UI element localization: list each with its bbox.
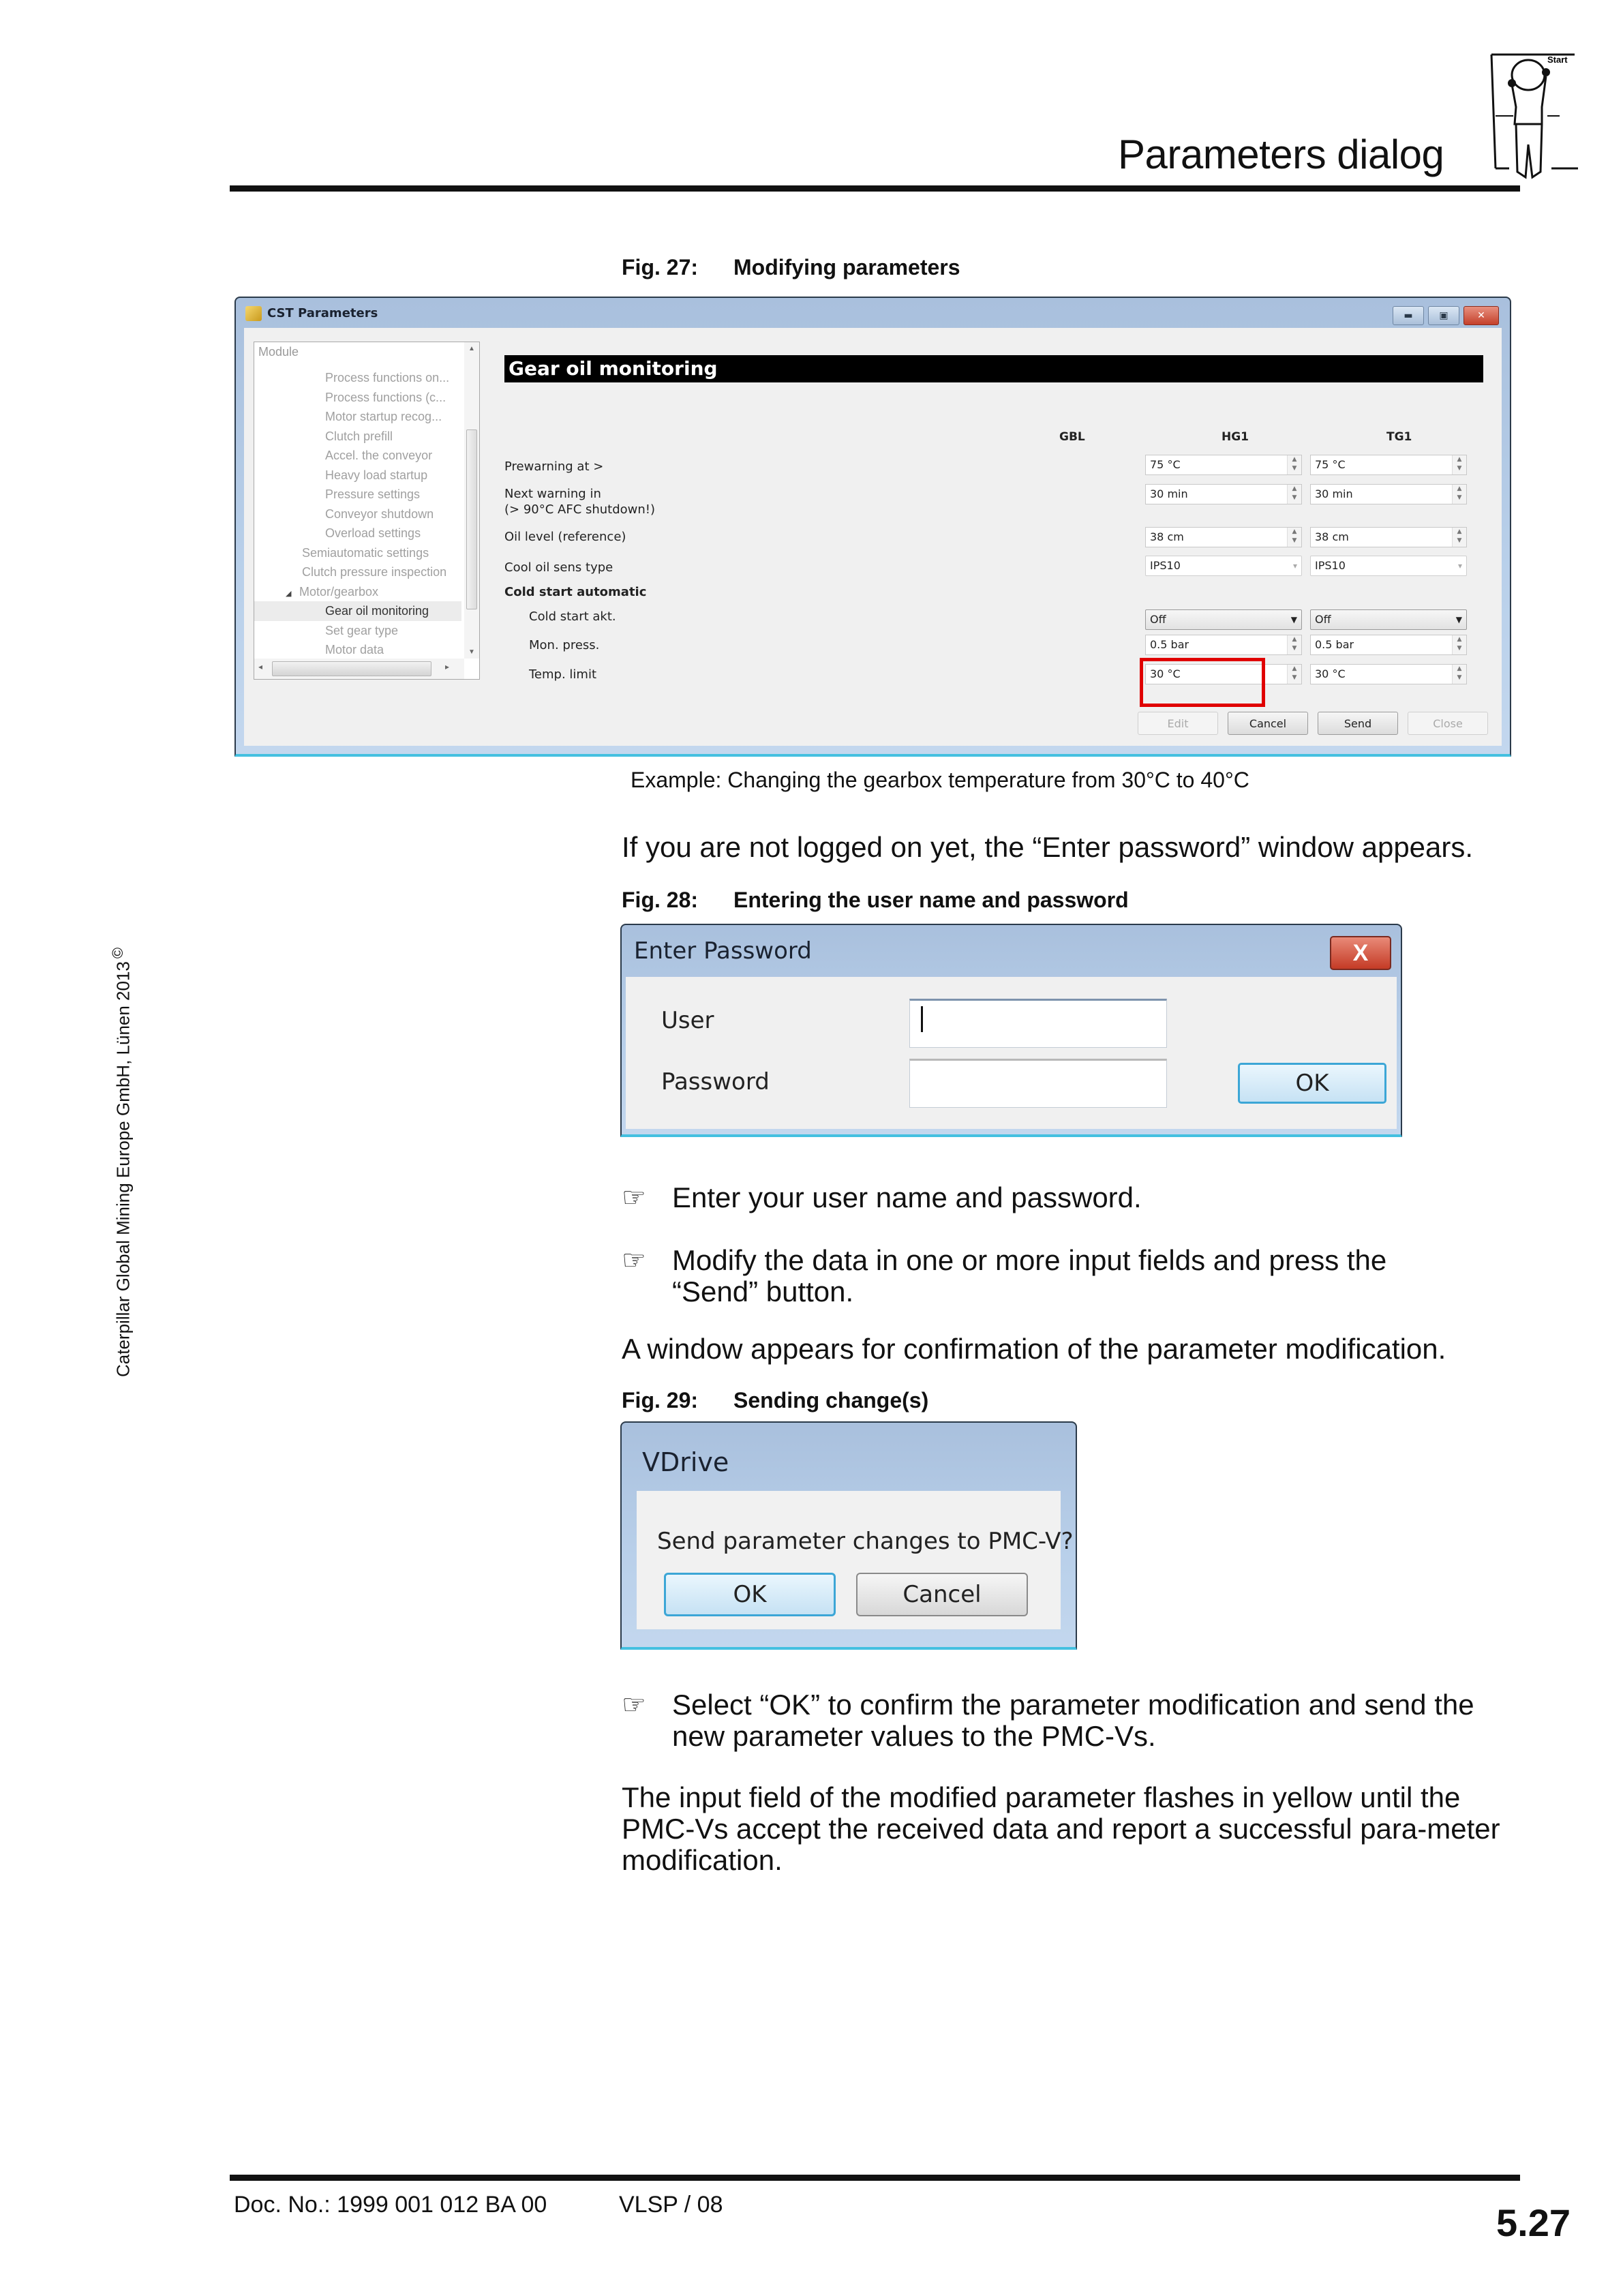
- expand-triangle-icon[interactable]: ◢: [286, 589, 292, 598]
- footer-rule: [230, 2175, 1520, 2181]
- dialog-title: Enter Password: [634, 937, 812, 965]
- pointing-hand-icon: ☞: [622, 1690, 646, 1720]
- tree-item[interactable]: Heavy load startup: [325, 468, 428, 482]
- paragraph: If you are not logged on yet, the “Enter password” window appears.: [622, 831, 1474, 863]
- param-label: Prewarning at >: [504, 459, 604, 474]
- text-caret: [921, 1006, 923, 1032]
- tg1-prewarning-input[interactable]: 75 °C ▲ ▼: [1310, 455, 1467, 475]
- fig29-caption: Fig. 29: Sending change(s): [622, 1388, 929, 1413]
- minimize-button[interactable]: ▬: [1393, 306, 1424, 325]
- ok-button[interactable]: OK: [664, 1573, 836, 1616]
- dialog-client-area: [637, 1491, 1074, 1629]
- app-icon: [245, 306, 262, 321]
- document-number: Doc. No.: 1999 001 012 BA 00: [234, 2192, 547, 2218]
- password-input[interactable]: [909, 1059, 1167, 1108]
- hg1-oil-level-input[interactable]: 38 cm ▲ ▼: [1145, 527, 1302, 547]
- tree-item[interactable]: Clutch pressure inspection: [302, 565, 447, 579]
- tree-header: Module: [258, 345, 299, 359]
- close-window-button[interactable]: Close: [1408, 712, 1488, 735]
- column-header-hg1: HG1: [1222, 430, 1249, 444]
- hg1-sens-type-select[interactable]: IPS10 ▾: [1145, 556, 1302, 576]
- ok-button[interactable]: OK: [1238, 1063, 1386, 1104]
- tg1-cold-start-select[interactable]: Off ▼: [1310, 609, 1467, 630]
- example-caption: Example: Changing the gearbox temperature from 30°C to 40°C: [631, 768, 1249, 792]
- tree-item-selected[interactable]: Gear oil monitoring: [254, 601, 461, 621]
- edit-button[interactable]: Edit: [1138, 712, 1218, 735]
- tg1-next-warning-input[interactable]: 30 min ▲ ▼: [1310, 484, 1467, 504]
- module-tree[interactable]: [254, 342, 480, 680]
- password-label: Password: [661, 1068, 770, 1096]
- tree-item[interactable]: Semiautomatic settings: [302, 545, 429, 560]
- tg1-mon-press-input[interactable]: 0.5 bar ▲ ▼: [1310, 635, 1467, 655]
- tree-horizontal-scrollbar[interactable]: [254, 659, 464, 679]
- paragraph: The input field of the modified parameter flashes in yellow until the PMC-Vs accept the received data and report a successful para-meter modification.: [622, 1781, 1500, 1876]
- fig28-caption: Fig. 28: Entering the user name and password: [622, 888, 1129, 912]
- person-start-button-icon: [1486, 49, 1581, 185]
- param-label: Mon. press.: [529, 638, 600, 652]
- spin-arrows-icon[interactable]: ▲ ▼: [1452, 528, 1466, 547]
- tree-item[interactable]: Overload settings: [325, 526, 421, 540]
- cancel-button[interactable]: Cancel: [1228, 712, 1308, 735]
- instruction-step: ☞ Enter your user name and password.: [622, 1181, 1142, 1213]
- tree-vertical-scrollbar[interactable]: [464, 342, 479, 659]
- dropdown-arrow-icon: ▾: [1457, 561, 1462, 571]
- pointing-hand-icon: ☞: [622, 1183, 646, 1213]
- page-title: Parameters dialog: [1118, 132, 1444, 177]
- dialog-client-area: [626, 977, 1397, 1129]
- hg1-next-warning-input[interactable]: 30 min ▲ ▼: [1145, 484, 1302, 504]
- spin-arrows-icon[interactable]: ▲ ▼: [1452, 635, 1466, 654]
- fig27-caption: Fig. 27: Modifying parameters: [622, 255, 960, 280]
- copyright-notice: Caterpillar Global Mining Europe GmbH, Lünen 2013©: [109, 947, 134, 1377]
- spin-arrows-icon[interactable]: ▲ ▼: [1287, 665, 1301, 684]
- tree-item[interactable]: Process functions (c...: [325, 390, 446, 404]
- close-button[interactable]: X: [1330, 936, 1391, 970]
- window-client-area: [244, 328, 1502, 746]
- close-button[interactable]: ✕: [1463, 306, 1499, 325]
- spin-arrows-icon[interactable]: ▲ ▼: [1287, 528, 1301, 547]
- tree-item[interactable]: Clutch prefill: [325, 429, 393, 443]
- scrollbar-thumb[interactable]: [272, 661, 431, 676]
- cst-parameters-window: [234, 297, 1511, 757]
- hg1-cold-start-select[interactable]: Off ▼: [1145, 609, 1302, 630]
- tree-item[interactable]: Pressure settings: [325, 487, 421, 501]
- tree-item[interactable]: Conveyor shutdown: [325, 507, 434, 521]
- header-rule: [230, 185, 1520, 192]
- param-label: Oil level (reference): [504, 530, 626, 544]
- param-label: Temp. limit: [529, 667, 597, 682]
- scrollbar-thumb[interactable]: [466, 429, 477, 609]
- page-number: 5.27: [1496, 2201, 1571, 2244]
- user-input[interactable]: [909, 999, 1167, 1048]
- tree-item[interactable]: Accel. the conveyor: [325, 449, 433, 462]
- section-title: Gear oil monitoring: [504, 355, 1483, 382]
- spin-arrows-icon[interactable]: ▲ ▼: [1287, 635, 1301, 654]
- highlight-box: [1140, 658, 1265, 707]
- copyright-symbol: ©: [109, 947, 126, 959]
- hg1-mon-press-input[interactable]: 0.5 bar ▲ ▼: [1145, 635, 1302, 655]
- enter-password-dialog: [620, 924, 1402, 1137]
- user-label: User: [661, 1007, 714, 1034]
- vdrive-confirm-dialog: [620, 1421, 1077, 1650]
- dropdown-arrow-icon: ▾: [1292, 561, 1297, 571]
- tree-item[interactable]: Process functions on...: [325, 371, 450, 384]
- tg1-temp-limit-input[interactable]: 30 °C ▲ ▼: [1310, 664, 1467, 684]
- tree-item[interactable]: Set gear type: [325, 623, 399, 637]
- tree-item[interactable]: Motor startup recog...: [325, 410, 442, 423]
- tg1-sens-type-select[interactable]: IPS10 ▾: [1310, 556, 1467, 576]
- dialog-message: Send parameter changes to PMC-V?: [657, 1528, 1074, 1555]
- param-label-note: (> 90°C AFC shutdown!): [504, 502, 656, 517]
- scroll-down-arrow-icon[interactable]: ▼: [468, 648, 475, 656]
- send-button[interactable]: Send: [1318, 712, 1398, 735]
- dropdown-arrow-icon: ▼: [1290, 615, 1297, 624]
- tree-item[interactable]: Motor data: [325, 643, 384, 656]
- scroll-up-arrow-icon[interactable]: ▲: [468, 345, 475, 352]
- param-label: Cool oil sens type: [504, 560, 613, 575]
- scroll-right-arrow-icon[interactable]: ▸: [445, 662, 450, 671]
- window-titlebar[interactable]: [236, 298, 1510, 328]
- scroll-left-arrow-icon[interactable]: ◂: [258, 662, 263, 671]
- hg1-prewarning-input[interactable]: 75 °C ▲ ▼: [1145, 455, 1302, 475]
- instruction-step: ☞ Select “OK” to confirm the parameter modification and send the new parameter values to the PMC-Vs.: [622, 1689, 1474, 1752]
- window-title: CST Parameters: [267, 306, 378, 320]
- spin-arrows-icon[interactable]: ▲ ▼: [1452, 485, 1466, 504]
- column-header-tg1: TG1: [1386, 430, 1412, 444]
- dialog-title: VDrive: [642, 1447, 729, 1477]
- column-header-gbl: GBL: [1059, 430, 1085, 444]
- param-label: Cold start akt.: [529, 609, 616, 624]
- group-label: Cold start automatic: [504, 585, 647, 599]
- hg1-temp-limit-input[interactable]: 30 °C ▲ ▼: [1145, 664, 1302, 684]
- tree-item-motor-gearbox[interactable]: ◢ Motor/gearbox: [254, 582, 461, 602]
- spin-arrows-icon[interactable]: ▲ ▼: [1287, 455, 1301, 474]
- paragraph: A window appears for confirmation of the parameter modification.: [622, 1333, 1446, 1365]
- spin-arrows-icon[interactable]: ▲ ▼: [1452, 665, 1466, 684]
- param-label: Next warning in: [504, 487, 601, 501]
- svg-text:Start: Start: [1547, 55, 1568, 65]
- dropdown-arrow-icon: ▼: [1455, 615, 1462, 624]
- cancel-button[interactable]: Cancel: [856, 1573, 1028, 1616]
- instruction-step: ☞ Modify the data in one or more input fields and press the “Send” button.: [622, 1244, 1387, 1308]
- tg1-oil-level-input[interactable]: 38 cm ▲ ▼: [1310, 527, 1467, 547]
- spin-arrows-icon[interactable]: ▲ ▼: [1452, 455, 1466, 474]
- maximize-button[interactable]: ▣: [1428, 306, 1459, 325]
- spin-arrows-icon[interactable]: ▲ ▼: [1287, 485, 1301, 504]
- document-version: VLSP / 08: [619, 2192, 723, 2218]
- pointing-hand-icon: ☞: [622, 1245, 646, 1275]
